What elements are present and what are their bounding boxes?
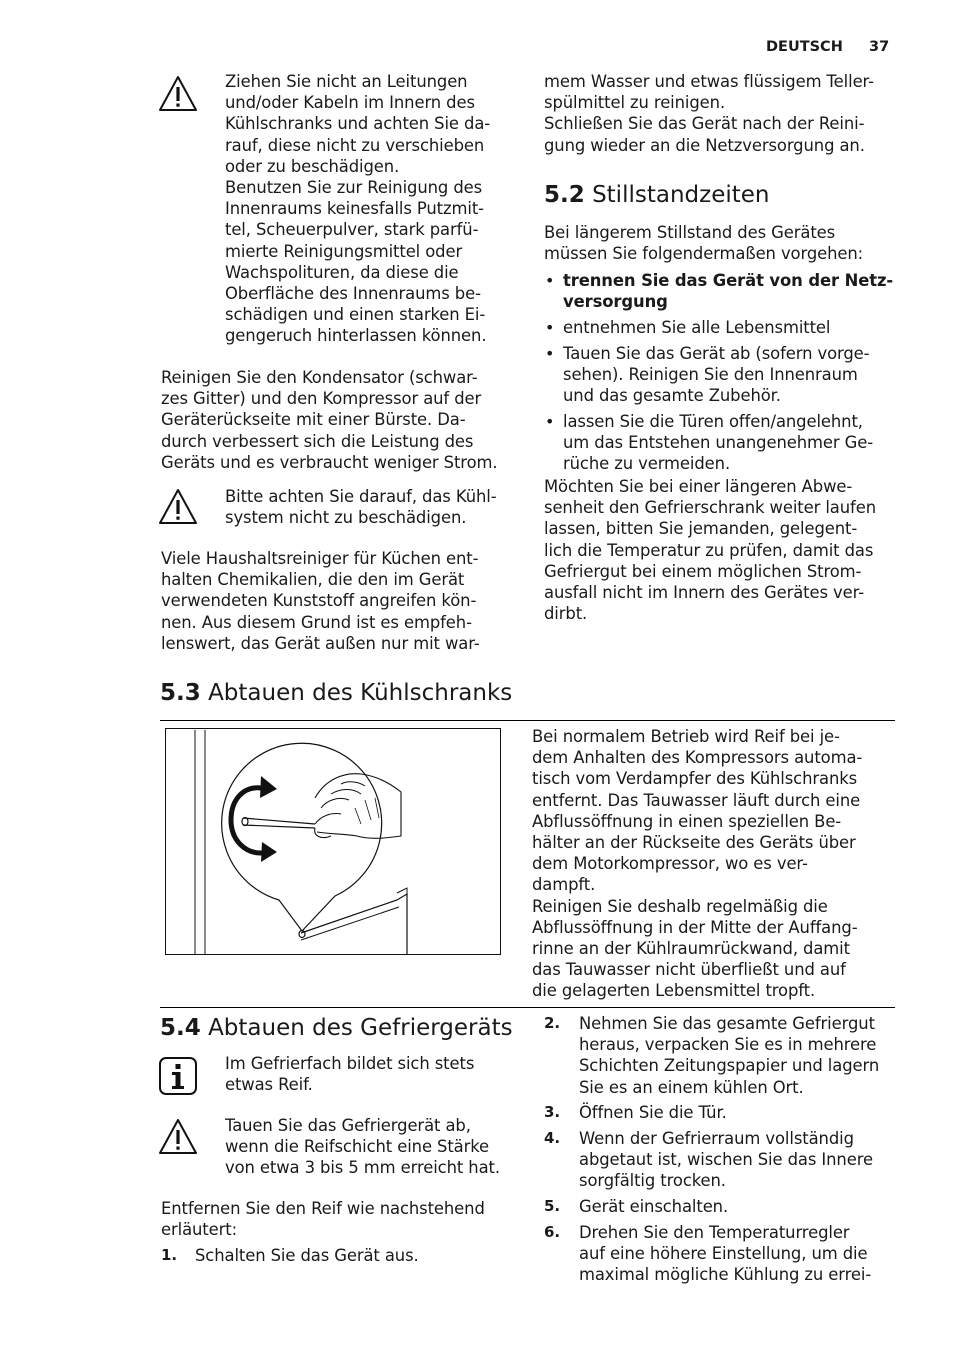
text-line: Schichten Zeitungspapier und lagern [579,1056,880,1076]
text-line: rauf, diese nicht zu verschieben [225,135,485,155]
text-line: etwas Reif. [225,1075,313,1095]
step-number: 1. [161,1246,177,1264]
list-item [544,270,904,312]
section-number: 5.4 [160,1015,201,1041]
text-line: mem Wasser und etwas flüssigem Teller- [544,72,874,91]
section-rule-top [160,720,895,721]
text-line: dirbt. [544,604,588,624]
text-line: Reinigen Sie deshalb regelmäßig die [532,896,828,916]
text-line: trennen Sie das Gerät von der Netz- [563,271,894,290]
text-line: nen. Aus diesem Grund ist es empfeh- [161,612,472,632]
text-line: verwendeten Kunststoff angreifen kön- [161,591,477,611]
text-line: Oberfläche des Innenraums be- [225,284,481,304]
text-line: und/oder Kabeln im Innern des [225,93,475,113]
text-line: auf eine höhere Einstellung, um die [579,1244,868,1264]
text-line: sorgfältig trocken. [579,1171,726,1191]
list-item [544,317,904,338]
text-line: gung wieder an die Netzversorgung an. [544,135,865,155]
text-line: rüche zu vermeiden. [563,454,731,474]
warning-frost-thickness [225,1115,500,1179]
warning-cooling-system [225,486,497,528]
text-line: versorgung [563,292,668,312]
step-number: 3. [544,1103,560,1122]
text-line: dem Anhalten des Kompressors automa- [532,748,863,768]
text-line: müssen Sie folgendermaßen vorgehen: [544,244,864,264]
warning-triangle-icon [158,487,198,527]
bullet-marker: • [545,271,555,290]
text-line: und das gesamte Zubehör. [563,386,781,406]
drain-cleaning-illustration [165,728,501,955]
section-title: Stillstandzeiten [592,182,770,208]
text-line: Wachspolituren, da diese die [225,262,459,282]
section-heading-5-4 [160,1014,513,1042]
step-number: 5. [544,1197,560,1216]
text-line: lassen, bitten Sie jemanden, gelegent- [544,519,858,539]
section-heading-5-3 [160,679,512,707]
text-line: Benutzen Sie zur Reinigung des [225,178,483,198]
text-line: Abflussöffnung in einen speziellen Be- [532,811,842,831]
warning-triangle-icon [158,1117,198,1157]
text-line: dampft. [532,875,596,895]
text-line: Gefriergut bei einem möglichen Strom- [544,561,862,581]
text-line: Ziehen Sie nicht an Leitungen [225,72,468,91]
list-item-step-3 [544,1102,904,1123]
step-number: 6. [544,1222,560,1241]
text-line: rinne an der Kühlraumrückwand, damit [532,939,850,959]
text-line: zes Gitter) und den Kompressor auf der [161,389,482,409]
cleaning-continuation [544,71,874,156]
text-line: um das Entstehen unangenehmer Ge- [563,432,874,452]
text-line: Bei normalem Betrieb wird Reif bei je- [532,727,840,746]
text-line: lenswert, das Gerät außen nur mit war- [161,633,480,653]
section-number: 5.2 [544,182,585,208]
bullet-marker: • [545,343,555,363]
text-line: Möchten Sie bei einer längeren Abwe- [544,477,853,496]
text-line: entfernt. Das Tauwasser läuft durch eine [532,790,861,810]
defrost-intro [161,1198,485,1240]
text-line: erläutert: [161,1220,238,1240]
text-line: gengeruch hinterlassen können. [225,326,487,346]
text-line: Kühlschranks und achten Sie da- [225,114,491,134]
text-line: Bei längerem Stillstand des Gerätes [544,223,836,242]
text-line: die gelagerten Lebensmittel tropft. [532,981,816,1001]
list-item-step-2 [544,1013,904,1098]
text-line: das Tauwasser nicht überfließt und auf [532,960,846,980]
text-line: Reinigen Sie den Kondensator (schwar- [161,368,478,387]
text-line: tel, Scheuerpulver, stark parfü- [225,220,479,240]
text-line: Schalten Sie das Gerät aus. [195,1246,419,1265]
text-line: Gerät einschalten. [579,1197,729,1217]
text-line: mierte Reinigungsmittel oder [225,241,463,261]
standstill-bullet-list [544,270,904,474]
list-item [544,343,904,407]
text-line: sehen). Reinigen Sie den Innenraum [563,364,858,384]
section-rule-bottom [160,1007,895,1008]
text-line: system nicht zu beschädigen. [225,508,467,528]
section-number: 5.3 [160,680,201,706]
text-line: Wenn der Gefrierraum vollständig [579,1129,854,1149]
warning-triangle-icon [158,74,198,114]
list-item-step-1 [161,1245,419,1266]
household-cleaner-paragraph [161,548,480,654]
absence-paragraph [544,476,876,624]
list-item-step-5 [544,1196,904,1217]
list-item [544,411,904,475]
text-line: Drehen Sie den Temperaturregler [579,1222,850,1242]
step-number: 2. [544,1014,560,1032]
text-line: Sie es an einem kühlen Ort. [579,1077,804,1097]
step-number: 4. [544,1129,560,1148]
bullet-marker: • [545,411,555,431]
standstill-intro [544,222,863,264]
text-line: Tauen Sie das Gefriergerät ab, [225,1116,471,1135]
text-line: senheit den Gefrierschrank weiter laufen [544,498,876,518]
text-line: durch verbessert sich die Leistung des [161,431,474,451]
text-line: Abflussöffnung in der Mitte der Auffang- [532,917,858,937]
text-line: Geräterückseite mit einer Bürste. Da- [161,410,466,430]
text-line: oder zu beschädigen. [225,156,400,176]
condenser-paragraph [161,367,498,473]
text-line: Geräts und es verbraucht weniger Strom. [161,452,498,472]
text-line: ausfall nicht im Innern des Gerätes ver- [544,583,865,603]
text-line: lassen Sie die Türen offen/angelehnt, [563,411,863,431]
defrost-steps-list [544,1013,904,1285]
page-number: 37 [869,39,890,55]
text-line: wenn die Reifschicht eine Stärke [225,1137,490,1157]
text-line: heraus, verpacken Sie es in mehrere [579,1035,877,1055]
text-line: Innenraums keinesfalls Putzmit- [225,199,484,219]
text-line: halten Chemikalien, die den im Gerät [161,570,465,590]
text-line: entnehmen Sie alle Lebensmittel [563,317,831,337]
warning-cables [225,71,490,347]
text-line: tisch vom Verdampfer des Kühlschranks [532,769,858,789]
text-line: spülmittel zu reinigen. [544,93,726,113]
list-item-step-4 [544,1128,904,1192]
running-header-language: DEUTSCH [766,39,843,55]
text-line: Öffnen Sie die Tür. [579,1103,727,1123]
defrost-fridge-text [532,726,862,1002]
text-line: Viele Haushaltsreiniger für Küchen ent- [161,549,479,568]
info-frost-note [225,1053,474,1095]
text-line: maximal mögliche Kühlung zu errei- [579,1265,872,1285]
text-line: Schließen Sie das Gerät nach der Reini- [544,114,865,134]
info-icon [158,1056,198,1096]
text-line: von etwa 3 bis 5 mm erreicht hat. [225,1158,500,1178]
text-line: Im Gefrierfach bildet sich stets [225,1054,475,1073]
section-title: Abtauen des Kühlschranks [208,680,513,706]
text-line: Entfernen Sie den Reif wie nachstehend [161,1199,485,1218]
text-line: Nehmen Sie das gesamte Gefriergut [579,1014,875,1033]
text-line: abgetaut ist, wischen Sie das Innere [579,1150,873,1170]
text-line: hälter an der Rückseite des Geräts über [532,833,856,853]
list-item-step-6 [544,1222,904,1286]
text-line: dem Motorkompressor, wo es ver- [532,854,808,874]
section-title: Abtauen des Gefriergeräts [208,1015,513,1041]
text-line: schädigen und einen starken Ei- [225,305,486,325]
text-line: Tauen Sie das Gerät ab (sofern vorge- [563,343,870,363]
text-line: lich die Temperatur zu prüfen, damit das [544,540,874,560]
section-heading-5-2 [544,181,769,209]
text-line: Bitte achten Sie darauf, das Kühl- [225,487,497,506]
bullet-marker: • [545,317,555,337]
